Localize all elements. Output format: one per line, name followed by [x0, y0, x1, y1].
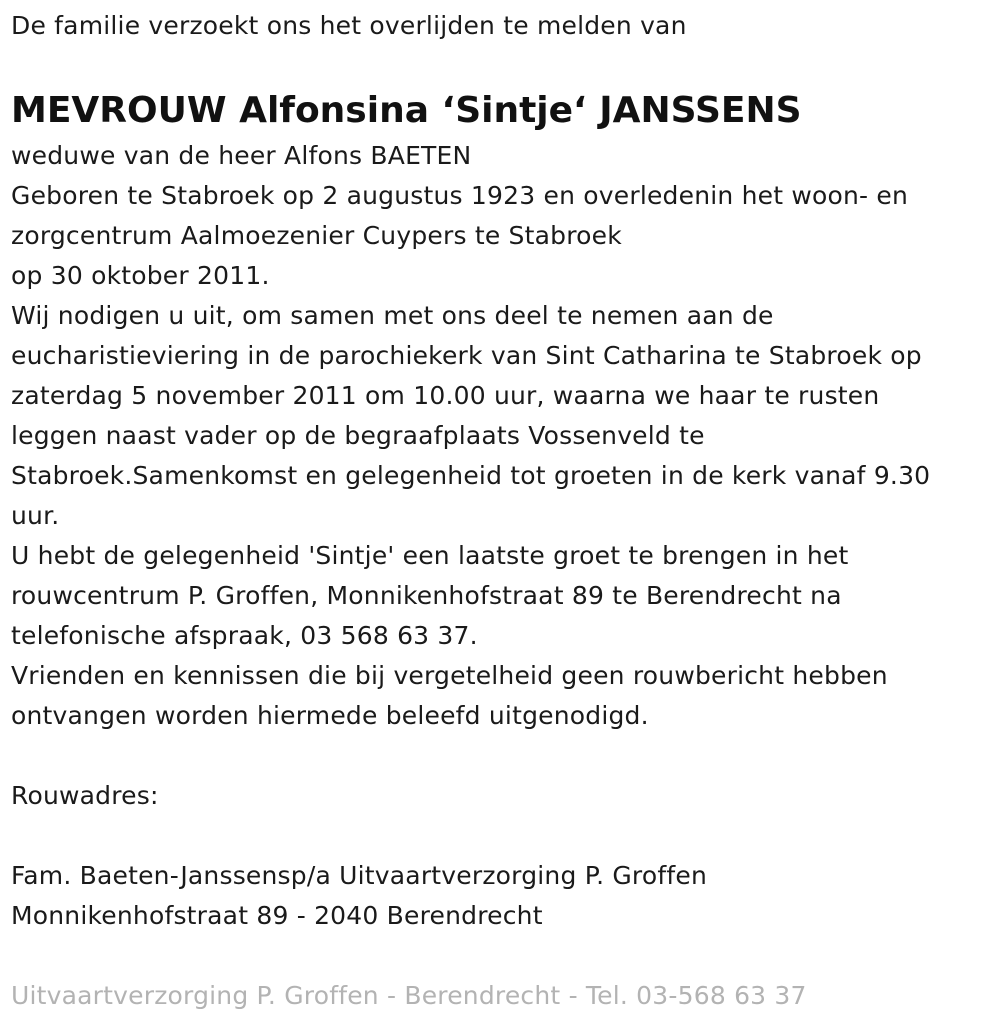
body-line: op 30 oktober 2011. — [11, 261, 270, 290]
body-text — [11, 136, 991, 736]
body-line: zaterdag 5 november 2011 om 10.00 uur, waarna we haar te rusten — [11, 381, 880, 410]
body-line: Stabroek.Samenkomst en gelegenheid tot groeten in de kerk vanaf 9.30 — [11, 461, 931, 490]
body-line: leggen naast vader op de begraafplaats Vossenveld te — [11, 421, 705, 450]
body-line: ontvangen worden hiermede beleefd uitgenodigd. — [11, 701, 649, 730]
address-line: Fam. Baeten-Janssensp/a Uitvaartverzorging P. Groffen — [11, 861, 707, 890]
spacer — [11, 46, 991, 86]
footer-credit: Uitvaartverzorging P. Groffen - Berendrecht - Tel. 03-568 63 37 — [11, 981, 807, 1010]
body-line: weduwe van de heer Alfons BAETEN — [11, 141, 472, 170]
obituary-notice — [11, 0, 991, 1016]
deceased-name-title: MEVROUW Alfonsina ‘Sintje‘ JANSSENS — [11, 90, 802, 131]
body-line: eucharistieviering in de parochiekerk van Sint Catharina te Stabroek op — [11, 341, 922, 370]
spacer — [11, 736, 991, 776]
address-label: Rouwadres: — [11, 781, 159, 810]
body-line: Geboren te Stabroek op 2 augustus 1923 en overledenin het woon- en — [11, 181, 909, 210]
body-line: Wij nodigen u uit, om samen met ons deel te nemen aan de — [11, 301, 774, 330]
body-line: rouwcentrum P. Groffen, Monnikenhofstraat 89 te Berendrecht na — [11, 581, 842, 610]
body-line: Vrienden en kennissen die bij vergetelheid geen rouwbericht hebben — [11, 661, 888, 690]
spacer — [11, 936, 991, 976]
body-line: zorgcentrum Aalmoezenier Cuypers te Stabroek — [11, 221, 622, 250]
body-line: U hebt de gelegenheid 'Sintje' een laatste groet te brengen in het — [11, 541, 849, 570]
address-line: Monnikenhofstraat 89 - 2040 Berendrecht — [11, 901, 543, 930]
intro-text: De familie verzoekt ons het overlijden te melden van — [11, 11, 687, 40]
body-line: uur. — [11, 501, 60, 530]
spacer — [11, 816, 991, 856]
body-line: telefonische afspraak, 03 568 63 37. — [11, 621, 478, 650]
